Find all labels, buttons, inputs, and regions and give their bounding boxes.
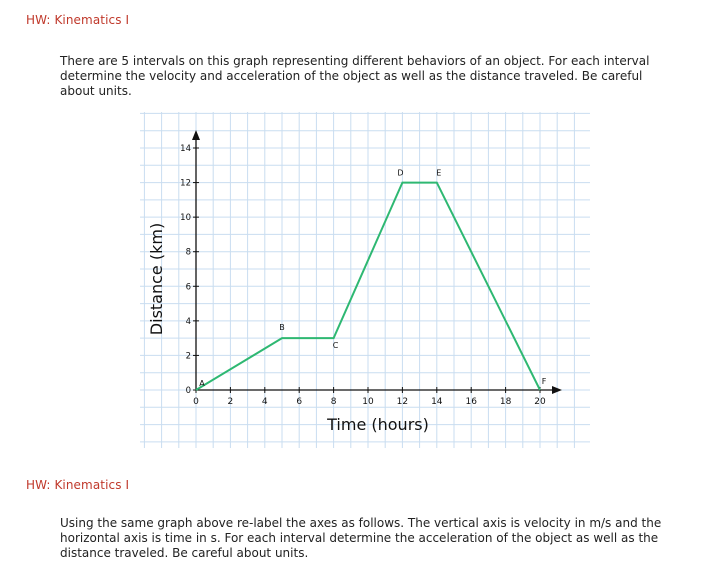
homework-title-2: HW: Kinematics I [26,478,130,492]
x-axis-label: Time (hours) [327,415,429,434]
x-tick-label: 2 [227,397,234,407]
chart-svg [140,112,590,448]
x-tick-label: 16 [465,397,477,407]
y-tick-label: 10 [180,213,191,224]
question-text-2: Using the same graph above re-label the axes as follows. The vertical axis is velocity in m/s and the horizontal axis is time in s. For each interval determine the acceleration of the object as well as the distance traveled. Be careful about units. [60,516,662,560]
y-tick-label: 2 [185,351,191,362]
question-text: There are 5 intervals on this graph representing different behaviors of an object. For each interval determine the velocity and acceleration of the object as well as the distance traveled. Be careful about units. [60,54,650,98]
x-tick-label: 0 [193,397,199,407]
y-axis-label: Distance (km) [147,222,166,336]
x-tick-label: 6 [296,397,303,407]
y-tick-label: 6 [185,282,191,293]
x-tick-label: 8 [330,397,337,407]
y-tick-label: 14 [180,144,191,154]
x-tick-label: 18 [499,397,512,407]
point-label-b: B [279,323,285,333]
x-tick-label: 20 [534,397,546,407]
labels [147,169,547,434]
y-tick-label: 4 [185,316,191,327]
point-label-d: D [397,168,404,178]
y-tick-label: 12 [180,178,191,189]
homework-title: HW: Kinematics I [26,13,130,27]
y-axis-arrow [192,130,200,140]
x-tick-label: 10 [362,397,374,407]
y-tick-label: 0 [185,386,191,396]
point-label-f: F [541,377,547,386]
x-tick-label: 12 [396,397,409,407]
point-label-c: C [332,341,339,351]
distance-time-graph [140,112,590,452]
y-tick-label: 8 [185,247,191,258]
x-tick-label: 4 [261,397,268,407]
x-tick-label: 14 [431,397,443,407]
point-label-e: E [436,168,442,178]
point-label-a: A [199,379,205,388]
